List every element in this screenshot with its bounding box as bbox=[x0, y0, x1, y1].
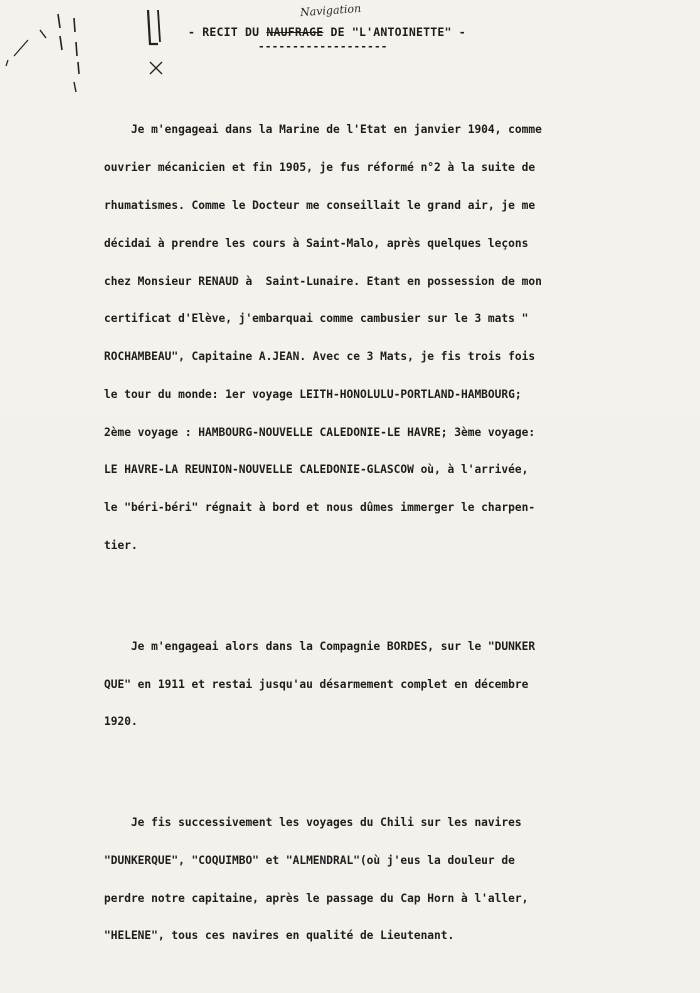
text-line: LE HAVRE-LA REUNION-NOUVELLE CALEDONIE-GLASCOW où, à l'arrivée, bbox=[104, 463, 529, 477]
text-line: décidai à prendre les cours à Saint-Malo, après quelques leçons bbox=[104, 236, 529, 250]
page-title bbox=[188, 25, 466, 39]
text-line: Je m'engageai dans la Marine de l'Etat en janvier 1904, comme bbox=[104, 123, 542, 137]
paragraph-3 bbox=[104, 792, 700, 968]
text-line: "DUNKERQUE", "COQUIMBO" et "ALMENDRAL"(où j'eus la douleur de bbox=[104, 853, 515, 867]
title-prefix: - RECIT DU bbox=[188, 25, 267, 39]
text-line: ouvrier mécanicien et fin 1905, je fus réformé n°2 à la suite de bbox=[104, 161, 536, 175]
paragraph-1 bbox=[104, 99, 700, 578]
text-line: perdre notre capitaine, après le passage du Cap Horn à l'aller, bbox=[104, 891, 529, 905]
title-struck-word: NAUFRAGE bbox=[266, 25, 324, 39]
title-suffix: DE "L'ANTOINETTE" - bbox=[323, 25, 466, 39]
text-line: Je fis successivement les voyages du Chili sur les navires bbox=[104, 816, 522, 830]
text-line: QUE" en 1911 et restai jusqu'au désarmement complet en décembre bbox=[104, 677, 529, 691]
text-line: 2ème voyage : HAMBOURG-NOUVELLE CALEDONIE-LE HAVRE; 3ème voyage: bbox=[104, 425, 536, 439]
text-line: tier. bbox=[104, 538, 138, 552]
text-line: Je m'engageai alors dans la Compagnie BORDES, sur le "DUNKER bbox=[104, 639, 536, 653]
title-underline: ------------------- bbox=[258, 40, 388, 53]
text-line: le tour du monde: 1er voyage LEITH-HONOLULU-PORTLAND-HAMBOURG; bbox=[104, 387, 522, 401]
text-line: 1920. bbox=[104, 715, 138, 729]
handwritten-insert: Navigation bbox=[299, 1, 362, 20]
body-text bbox=[104, 74, 700, 993]
text-line: le "béri-béri" régnait à bord et nous dûmes immerger le charpen- bbox=[104, 501, 536, 515]
text-line: chez Monsieur RENAUD à Saint-Lunaire. Etant en possession de mon bbox=[104, 274, 542, 288]
paragraph-2 bbox=[104, 616, 700, 755]
text-line: "HELENE", tous ces navires en qualité de Lieutenant. bbox=[104, 929, 455, 943]
text-line: ROCHAMBEAU", Capitaine A.JEAN. Avec ce 3 Mats, je fis trois fois bbox=[104, 350, 536, 364]
text-line: rhumatismes. Comme le Docteur me conseillait le grand air, je me bbox=[104, 198, 536, 212]
text-line: certificat d'Elève, j'embarquai comme cambusier sur le 3 mats " bbox=[104, 312, 529, 326]
